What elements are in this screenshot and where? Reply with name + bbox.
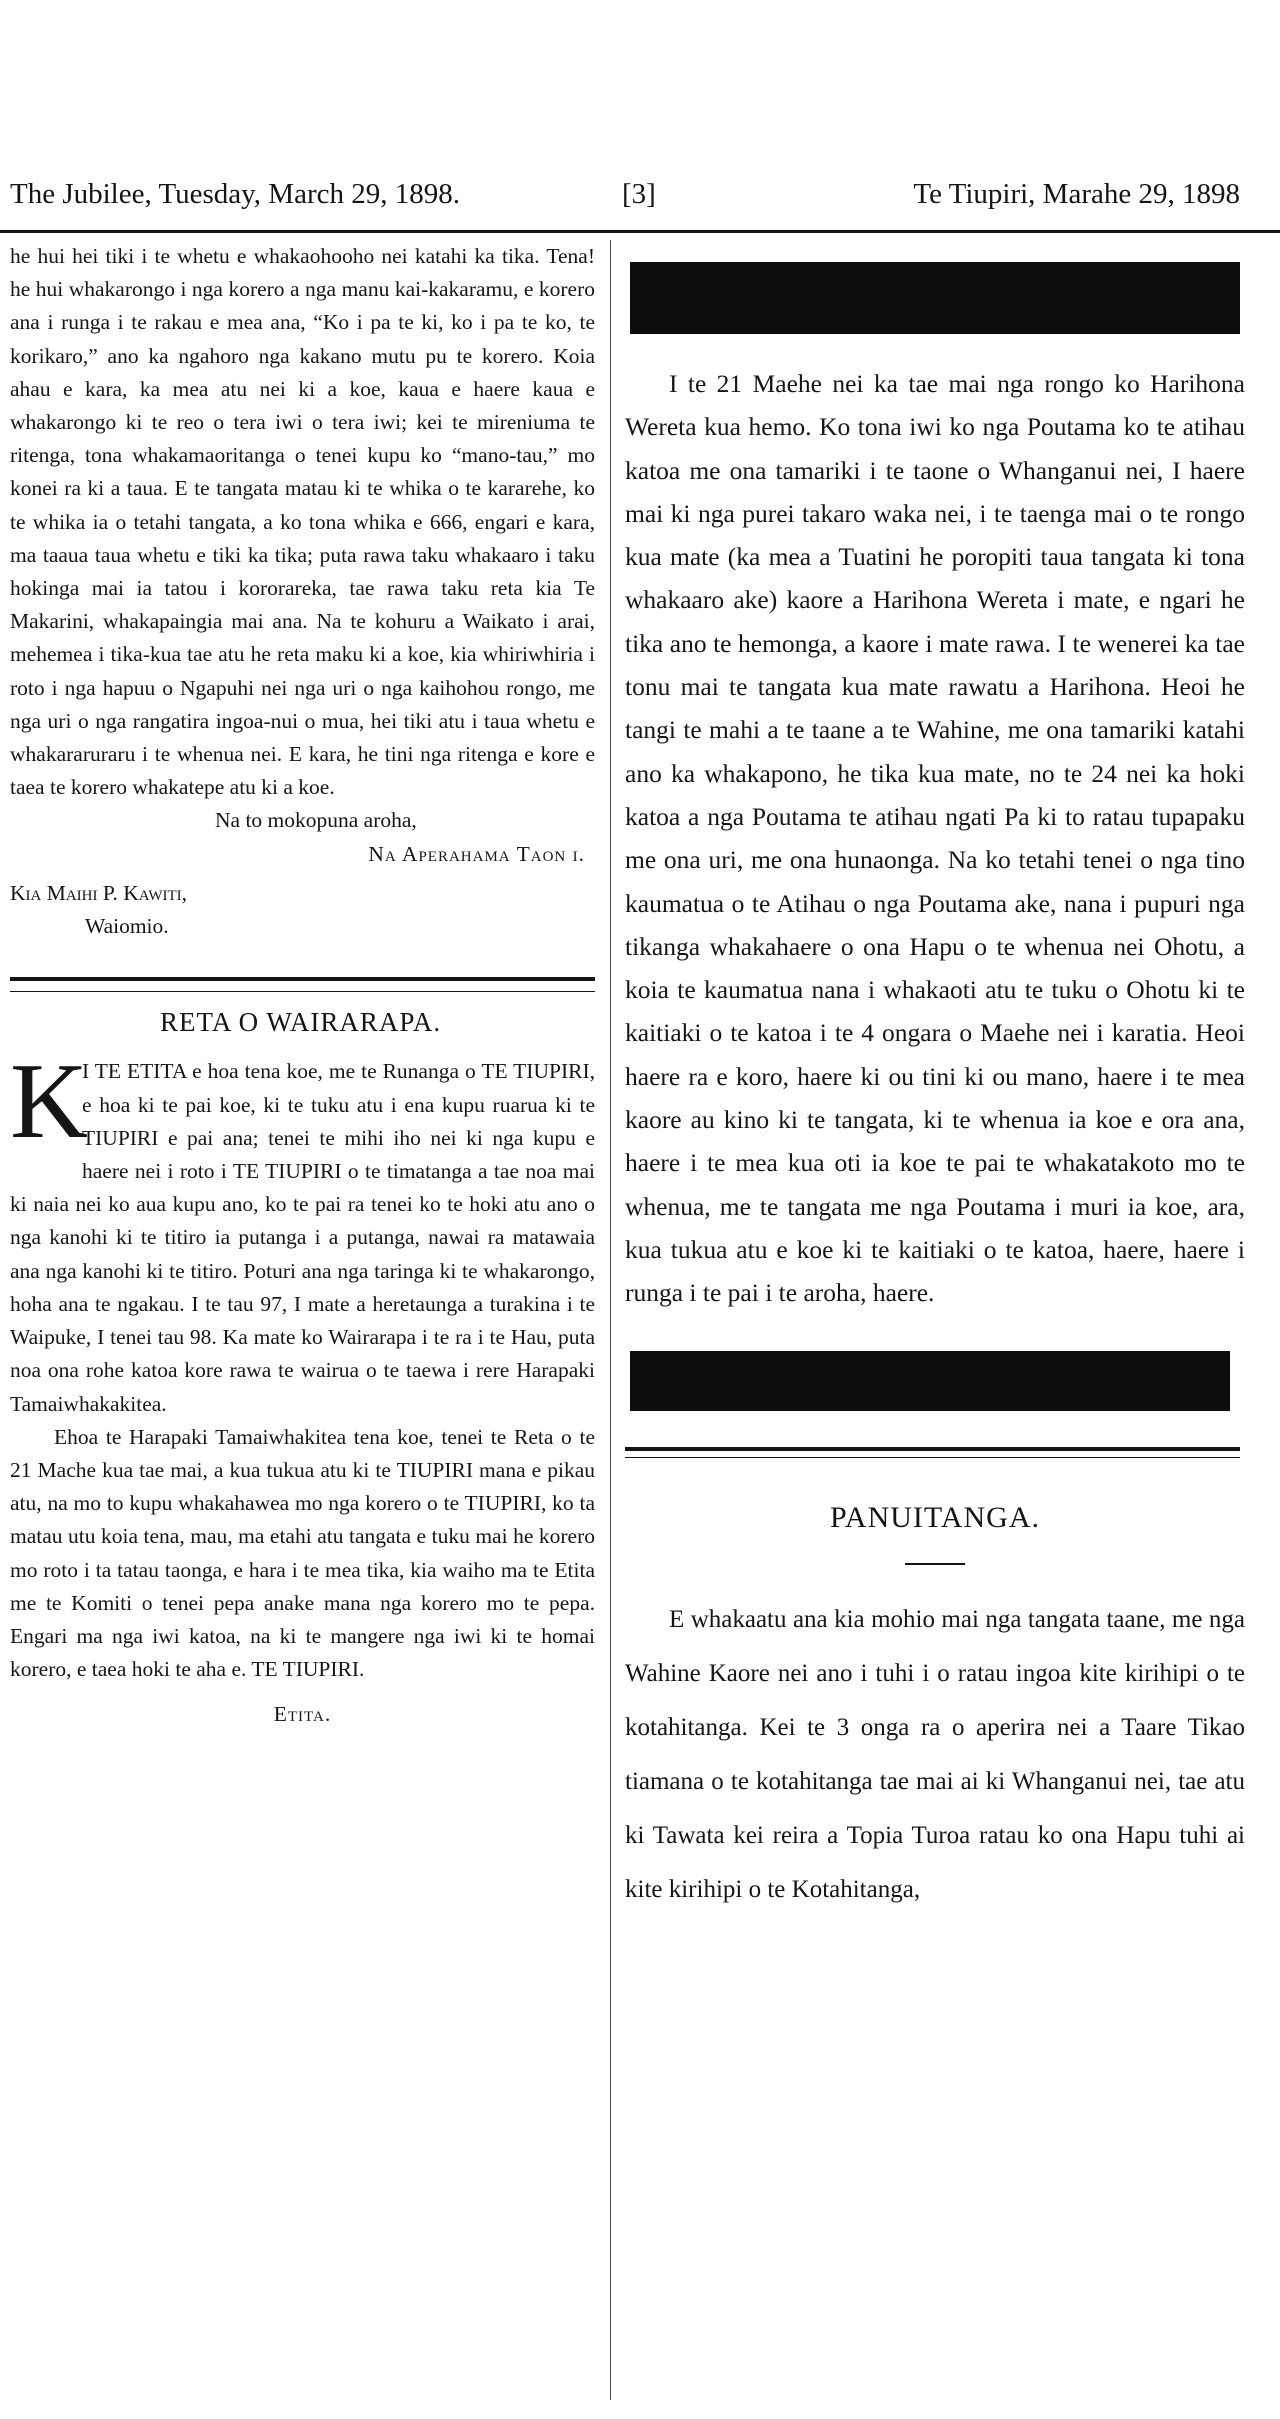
letter-wairarapa-paragraph-2: Ehoa te Harapaki Tamaiwhakitea tena koe, tenei te Reta o te 21 Mache kua tae mai, a kua tukua atu ki te TIUPIRI mana e pikau atu, na mo to kupu whakahawea mo nga korero o te TIUPIRI, ko ta matau utu koia tena, mau, ma etahi atu tangata e tuku mai he korero mo roto i ta tatau taonga, e hara i te mea tika, kia waiho ma te Etita me te Komiti o tenei pepa anake mana nga korero mo te pepa. Engari ma nga iwi katoa, na ki te mangere nga iwi ki te homai korero, e taea hoki te aha e. TE TIUPIRI. [10, 1424, 595, 1682]
letter-wairarapa-title: RETA O WAIRARAPA. [160, 1007, 442, 1038]
header-maori-title: Te Tiupiri, Marahe 29, 1898 [913, 178, 1240, 210]
section-rule [10, 977, 595, 992]
notice-body: E whakaatu ana kia mohio mai nga tangata taane, me nga Wahine Kaore nei ano i tuhi i o ratau ingoa kite kirihipi o te kotahitanga. Kei te 3 onga ra o aperira nei a Taare Tikao tiamana o te kotahitanga tae mai ai ki Whanganui nei, tae atu ki Tawata kei reira a Topia Turoa ratau ko ona Hapu tuhi ai kite kirihipi o te Kotahitanga, [625, 1605, 1245, 1903]
notice-title-rule [905, 1563, 965, 1565]
header-english-title: The Jubilee, Tuesday, March 29, 1898. [10, 178, 460, 210]
editor-signature: Etita. [273, 1702, 332, 1727]
notice-rule [625, 1447, 1240, 1458]
notice-section [625, 1496, 1245, 1917]
drop-cap-letter: K [10, 1042, 88, 1162]
left-column [10, 240, 595, 1732]
letter-kawiti-recipient: Kia Maihi P. Kawiti, [10, 880, 188, 905]
letter-wairarapa [10, 1006, 595, 1731]
header-page-number: [3] [622, 178, 656, 210]
letter-kawiti-body: he hui hei tiki i te whetu e whakaohooho nei katahi ka tika. Tena! he hui whakarongo i nga korero a nga manu kai-kakaramu, e korero ana i runga i te rakau e mea ana, “Ko i pa te ki, ko i pa te ko, te korikaro,” ano ka ngahoro nga kakano mutu pu te korero. Koia ahau e kara, ka mea atu nei ki a koe, kaua e haere kaua e whakarongo ki te reo o tera iwi o tera iwi; kei te mireniuma te ritenga, tona whakamaoritanga o tenei kupu ko “mano-tau,” mo konei ra ki a taua. E te tangata matau ki te whika o te kararehe, ko te whika ia o tetahi tangata, a ko tona whika e 666, engari e kara, ma taaua taua whetu e tiki ka tika; puta rawa taku whakaaro i taku hokinga mai ia tatou i kororareka, tae rawa taku reta kia Te Makarini, whakapaingia mai ana. Na te kohuru a Waikato i arai, mehemea i tika-kua tae atu he reta maku ki a koe, kia whiriwhiria i roto i nga hapuu o Ngapuhi nei nga uri o nga kaihohou rongo, me nga uri o nga rangatira ingoa-nui o mua, hei tiki atu i taua whetu e whakararuraru i te whenua nei. E kara, he tini nga ritenga e kore e taea te korero whakatepe atu ki a koe. [10, 244, 595, 800]
column-divider [610, 240, 611, 2400]
letter-wairarapa-paragraph-1: I TE ETITA e hoa tena koe, me te Runanga o TE TIUPIRI, e hoa ki te pai koe, ki te tuku atu i ena kupu ruarua ki te TIUPIRI e pai ana; tenei te mihi iho nei ki nga kupu e haere nei i roto i TE TIUPIRI o te timatanga a tae noa mai ki naia nei ko aua kupu ano, ko te pai ra tenei ko te hoki atu ano o nga kanohi ki te titiro ia putanga i a putanga, nawai ra matawaia ana nga kanohi ki te titiro. Poturi ana nga taringa ki te whakarongo, hoha ana te ngakau. I te tau 97, I mate a heretaunga a turakina i te Waipuke, I tenei tau 98. Ka mate ko Wairarapa i te ra i te Hau, puta noa ona rohe katoa kore rawa te wairua o te taewa i rere Harapaki Tamaiwhakakitea. [10, 1059, 595, 1416]
page-header [10, 178, 1240, 222]
obituary-article: I te 21 Maehe nei ka tae mai nga rongo ko Harihona Wereta kua hemo. Ko tona iwi ko nga Poutama ko te atihau katoa me ona tamariki i te taone o Whanganui nei, I haere mai ki nga purei takaro waka nei, i te taenga mai o te rongo kua mate (ka mea a Tuatini he poropiti taua tangata ki tona whakaaro ake) kaore a Harihona Wereta i mate, e ngari he tika ano te hemonga, a kaore i mate rawa. I te wenerei ka tae tonu mai te tangata kua mate rawatu a Harihona. Heoi he tangi te mahi a te taane a te Wahine, me ona tamariki katahi ano ka whakapono, he tika kua mate, no te 24 nei ka hoki katoa a nga Poutama te atihau ngati Pa ki to ratau tupapaku me ona uri, me ona hunaonga. Na ko tetahi tenei o nga tino kaumatua o te Atihau o nga Poutama ake, nana i pupuri nga tikanga whakahaere o ona Hapu o te whenua nei Ohotu, a koia te kaumatua nana i whakaoti atu te tuku o Ohotu ki te kaitiaki o te katoa i te 4 ongara o Maehe nei i karatia. Heoi haere ra e koro, haere ki ou tini ki ou mano, haere i te mea kaore au kino ki te tangata, ki te whenua ia koe e ora ana, haere i te mea kua oti ia koe te pai te whakatakoto mo te whenua, me te tangata me nga Poutama i muri ia koe, ara, kua tukua atu e koe ki te kaitiaki o te katoa, haere, haere i runga i te pai i te aroha, haere. [625, 369, 1245, 1308]
notice-title: PANUITANGA. [830, 1500, 1040, 1534]
redaction-bar [630, 262, 1240, 334]
letter-kawiti-closing: Na to mokopuna aroha, [215, 808, 417, 833]
header-rule [0, 230, 1280, 233]
letter-kawiti-signatory: Na Aperahama Taon i. [368, 841, 585, 866]
right-column [625, 240, 1245, 1917]
letter-wairarapa-body [10, 1042, 595, 1686]
redaction-bar-lower [630, 1351, 1230, 1411]
letter-kawiti-place: Waiomio. [85, 914, 169, 939]
letter-kawiti [10, 240, 595, 943]
